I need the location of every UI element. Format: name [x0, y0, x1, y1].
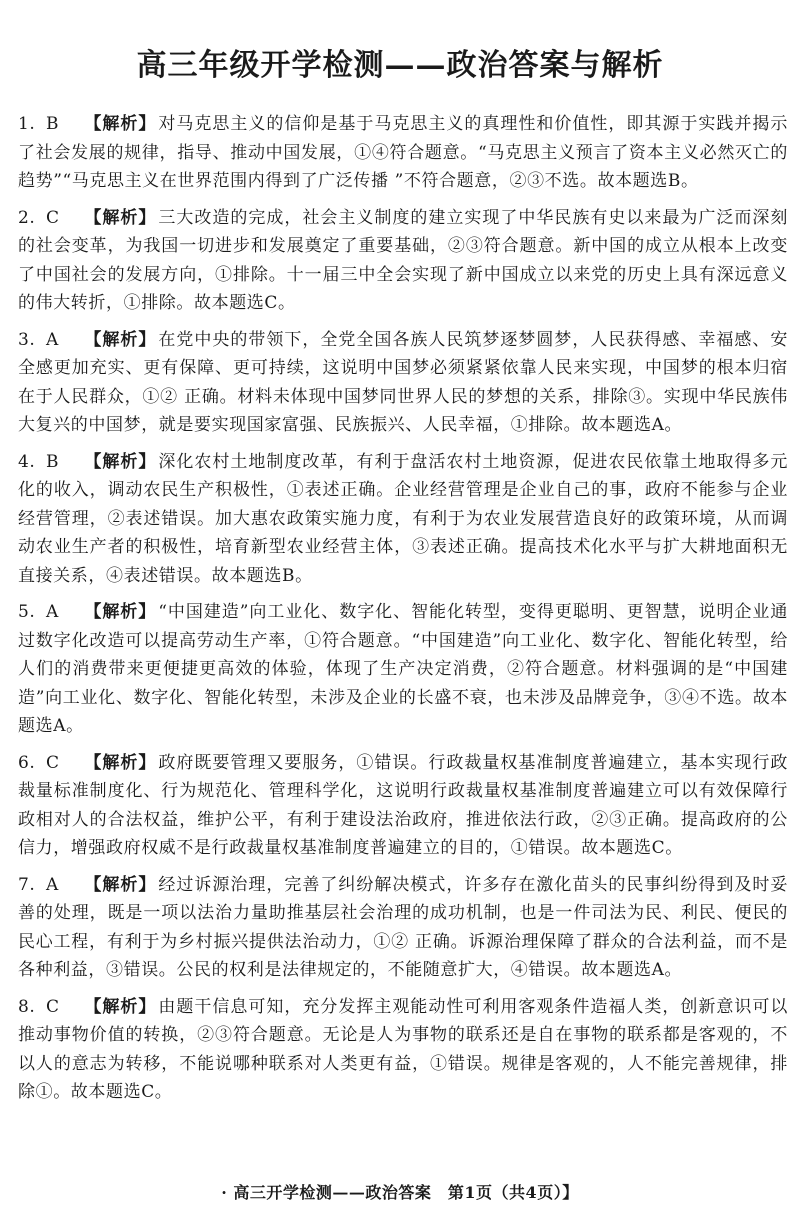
item-text: “中国建造”向工业化、数字化、智能化转型，变得更聪明、更智慧，说明企业通过数字化改造可以提高劳动生产率，①符合题意。“中国建造”向工业化、数字化、智能化转型，给人们的消费带来更便捷更高效的体验，体现了生产决定消费，②符合题意。材料强调的是“中国建造”向工业化、数字化、智能化转型，未涉及企业的长盛不衰，也未涉及品牌竞争，③④不选。故本题选A。 [18, 602, 788, 736]
answer-item-1 [18, 110, 788, 196]
item-text: 由题干信息可知，充分发挥主观能动性可利用客观条件造福人类，创新意识可以推动事物价值的转换，②③符合题意。无论是人为事物的联系还是自在事物的联系都是客观的，不以人的意志为转移，不能说哪种联系对人类更有益，①错误。规律是客观的，人不能完善规律，排除①。故本题选C。 [18, 996, 788, 1102]
item-answer: A [46, 329, 59, 350]
item-tag: 【解析】 [84, 752, 157, 773]
item-tag: 【解析】 [84, 114, 157, 134]
item-tag: 【解析】 [84, 874, 157, 895]
item-number: 8. [18, 996, 36, 1017]
item-text: 深化农村土地制度改革，有利于盘活农村土地资源，促进农民依靠土地取得多元化的收入，调动农民生产积极性，①表述正确。企业经营管理是企业自己的事，政府不能参与企业经营管理，②表述错误。加大惠农政策实施力度，有利于为农业发展营造良好的政策环境，从而调动农业生产者的积极性，培育新型农业经营主体，③表述正确。提高技术化水平与扩大耕地面积无直接关系，④表述错误。故本题选B。 [18, 451, 788, 586]
item-tag: 【解析】 [84, 996, 157, 1017]
answer-item-4 [18, 448, 788, 591]
answer-item-2 [18, 204, 788, 318]
item-answer: C [46, 207, 60, 228]
item-number: 6. [18, 752, 36, 773]
answer-item-6 [18, 749, 788, 863]
item-number: 7. [18, 874, 36, 895]
item-answer: C [46, 752, 60, 773]
item-text: 对马克思主义的信仰是基于马克思主义的真理性和价值性，即其源于实践并揭示了社会发展的规律，指导、推动中国发展，①④符合题意。“马克思主义预言了资本主义必然灭亡的趋势”“马克思主义在世界范围内得到了广泛传播 ”不符合题意，②③不选。故本题选B。 [18, 114, 788, 191]
item-number: 3. [18, 329, 36, 350]
item-tag: 【解析】 [84, 329, 157, 350]
item-text: 经过诉源治理，完善了纠纷解决模式，许多存在激化苗头的民事纠纷得到及时妥善的处理，既是一项以法治力量助推基层社会治理的成功机制，也是一件司法为民、利民、便民的民心工程，有利于为乡村振兴提供法治动力，①② 正确。诉源治理保障了群众的合法利益，而不是各种利益，③错误。公民的权利是法律规定的，不能随意扩大，④错误。故本题选A。 [18, 874, 788, 980]
item-number: 5. [18, 602, 36, 622]
item-number: 1. [18, 114, 36, 134]
answer-item-7 [18, 871, 788, 985]
item-text: 在党中央的带领下，全党全国各族人民筑梦逐梦圆梦，人民获得感、幸福感、安全感更加充实、更有保障、更可持续，这说明中国梦必须紧紧依靠人民来实现，中国梦的根本归宿在于人民群众，①② 正确。材料未体现中国梦同世界人民的梦想的关系，排除③。实现中华民族伟大复兴的中国梦，就是要实现国家富强、民族振兴、人民幸福，①排除。故本题选A。 [18, 329, 788, 435]
answer-item-8 [18, 993, 788, 1107]
item-answer: A [46, 874, 59, 895]
item-answer: B [46, 114, 60, 134]
item-number: 2. [18, 207, 36, 228]
item-number: 4. [18, 451, 36, 472]
item-text: 政府既要管理又要服务，①错误。行政裁量权基准制度普遍建立，基本实现行政裁量标准制度化、行为规范化、管理科学化，这说明行政裁量权基准制度普遍建立可以有效保障行政相对人的合法权益，维护公平，有利于建设法治政府，推进依法行政，②③正确。提高政府的公信力，增强政府权威不是行政裁量权基准制度普遍建立的目的，①错误。故本题选C。 [18, 752, 788, 858]
answer-item-5 [18, 598, 788, 741]
answer-item-3 [18, 326, 788, 440]
item-tag: 【解析】 [84, 207, 157, 228]
item-text: 三大改造的完成，社会主义制度的建立实现了中华民族有史以来最为广泛而深刻的社会变革，为我国一切进步和发展奠定了重要基础，②③符合题意。新中国的成立从根本上改变了中国社会的发展方向，①排除。十一届三中全会实现了新中国成立以来党的历史上具有深远意义的伟大转折，①排除。故本题选C。 [18, 207, 788, 313]
item-answer: C [46, 996, 60, 1017]
item-answer: A [46, 602, 59, 622]
item-answer: B [46, 451, 60, 472]
page-footer: · 高三开学检测——政治答案 第1页（共4页）】 [221, 1183, 579, 1202]
item-tag: 【解析】 [84, 451, 157, 472]
item-tag: 【解析】 [84, 602, 157, 622]
answer-list [18, 110, 788, 1115]
page-title: 高三年级开学检测——政治答案与解析 [136, 48, 664, 83]
